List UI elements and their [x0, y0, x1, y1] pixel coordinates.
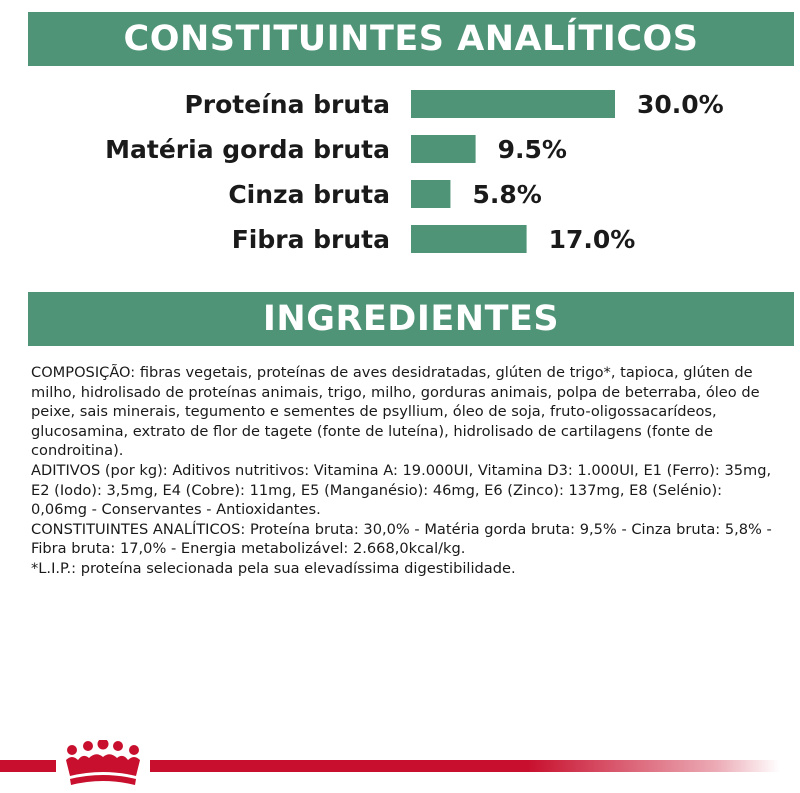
value-label: 17.0%: [548, 225, 636, 254]
lip-note: *L.I.P.: proteína selecionada pela sua elevadíssima digestibilidade.: [31, 559, 516, 577]
crown-icon: [58, 740, 148, 790]
bar: [411, 135, 476, 163]
value-label: 9.5%: [497, 135, 567, 164]
bar: [411, 180, 450, 208]
value-label: 5.8%: [472, 180, 542, 209]
footer-red-line-left: [0, 760, 56, 772]
analytic-bar-chart: [0, 78, 800, 278]
value-label: 30.0%: [637, 90, 724, 119]
category-label: Proteína bruta: [184, 90, 390, 119]
category-label: Fibra bruta: [231, 225, 390, 254]
bar: [411, 90, 615, 118]
ingredients-text: [31, 363, 776, 579]
analytic-header: CONSTITUINTES ANALÍTICOS: [28, 12, 794, 66]
brand-footer: [0, 736, 800, 793]
analytic-paragraph: CONSTITUINTES ANALÍTICOS: Proteína bruta: 30,0% - Matéria gorda bruta: 9,5% - Cinza bruta: 5,8% - Fibra bruta: 17,0% - Energia metabolizável: 2.668,0kcal/kg.: [31, 520, 772, 558]
category-label: Matéria gorda bruta: [105, 135, 390, 164]
ingredients-header: INGREDIENTES: [28, 292, 794, 346]
composition-paragraph: COMPOSIÇÃO: fibras vegetais, proteínas de aves desidratadas, glúten de trigo*, tapioca, glúten de milho, hidrolisado de proteínas animais, trigo, milho, gorduras animais, polpa de beterraba, óleo de peixe, sais minerais, tegumento e sementes de psyllium, óleo de soja, fruto-oligossacarídeos, glucosamina, extrato de flor de tagete (fonte de luteína), hidrolisado de cartilagens (fonte de condroitina).: [31, 364, 760, 460]
footer-red-line: [150, 760, 780, 772]
category-label: Cinza bruta: [228, 180, 390, 209]
bar: [411, 225, 527, 253]
additives-paragraph: ADITIVOS (por kg): Aditivos nutritivos: Vitamina A: 19.000UI, Vitamina D3: 1.000UI, E1 (Ferro): 35mg, E2 (Iodo): 3,5mg, E4 (Cobre): 11mg, E5 (Manganésio): 46mg, E6 (Zinco): 137mg, E8 (Selénio): 0,06mg - Conservantes - Antioxidantes.: [31, 461, 772, 519]
